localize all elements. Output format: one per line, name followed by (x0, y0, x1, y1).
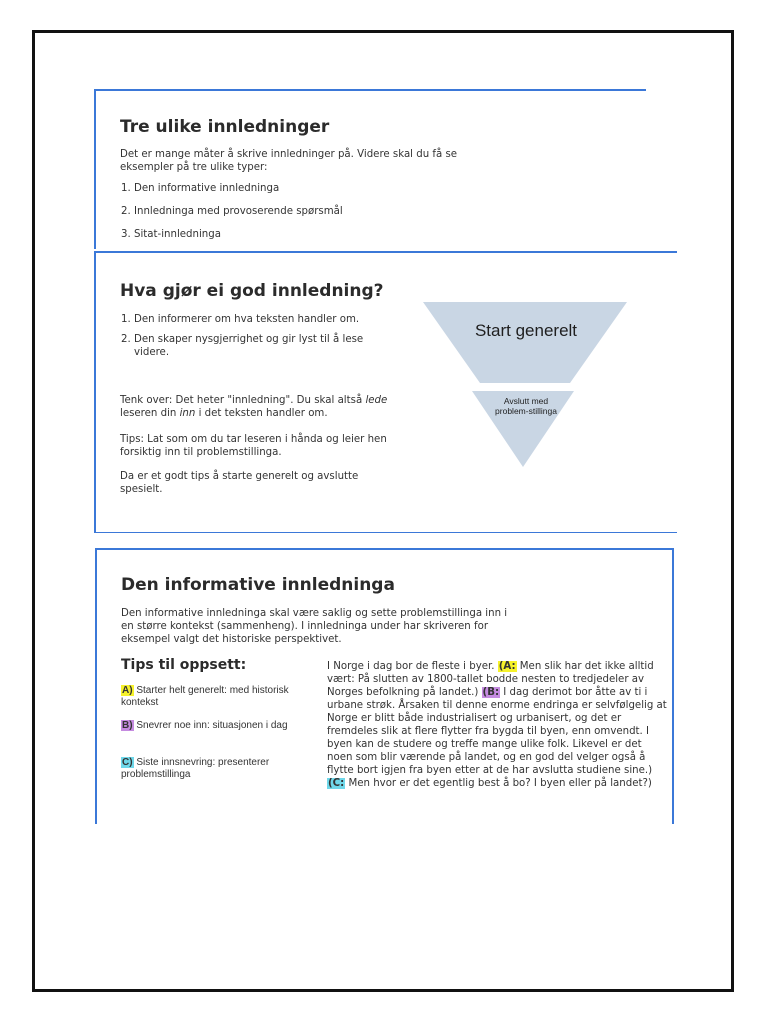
slide2-title: Hva gjør ei god innledning? (120, 281, 384, 301)
closing-text: Da er et godt tips å starte generelt og avslutte spesielt. (120, 471, 359, 495)
slide-informative-introduction (95, 548, 674, 824)
slide3-title: Den informative innledninga (121, 575, 395, 595)
slide1-intro: Det er mange måter å skrive innledninger på. Videre skal du få se eksempler på tre ulike typer: (120, 149, 458, 173)
example-b: I dag derimot bor åtte av ti i urbane strøk. Årsaken til denne enorme endringa er selvfølgelig at Norge er blitt både industrialisert og urbanisert, og det er fremdeles slik at flere flytter fra bygda til byen, enn omvendt. I byen kan de studere og treffe mange ulike folk. Likevel er det noen som blir værende på landet, og en god del velger også å flytte bort igjen fra byen etter at de har avslutta studiene sine.) (327, 687, 667, 776)
tip-b (121, 720, 291, 732)
list-item: 1. Den informative innledninga (134, 182, 494, 195)
list-item: 1. Den informerer om hva teksten handler om. (134, 313, 384, 326)
funnel-bottom-label: Avslutt med problem-stillinga (495, 396, 557, 416)
reflection-text (120, 394, 390, 420)
slide-good-introduction (94, 251, 677, 533)
tip-a (121, 685, 291, 709)
tip-a-text: Starter helt generelt: med historisk kontekst (121, 685, 289, 708)
tip-c-text: Siste innsnevring: presenterer problemstillinga (121, 757, 270, 780)
tip-b-tag: B) (122, 720, 133, 731)
tip-c-tag: C) (122, 757, 133, 768)
example-introduction (327, 660, 667, 790)
slide3-intro: Den informative innledninga skal være saklig og sette problemstillinga inn i en større kontekst (sammenheng). I innledninga under har skriveren for eksempel valgt det historiske perspektivet. (121, 608, 508, 645)
slide1-list (120, 182, 494, 251)
tips-text: Tips: Lat som om du tar leseren i hånda og leier hen forsiktig inn til problemstillinga. (120, 434, 387, 458)
reflection-mid: leseren din (120, 408, 180, 419)
example-c: Men hvor er det egentlig best å bo? I byen eller på landet?) (345, 778, 652, 789)
reflection-inn: inn (179, 408, 196, 419)
list-item: 3. Sitat-innledninga (134, 228, 494, 241)
list-item: 2. Den skaper nysgjerrighet og gir lyst til å lese videre. (134, 333, 384, 359)
slide2-list (120, 313, 384, 366)
funnel-top-shape (423, 302, 627, 383)
tip-b-text: Snevrer noe inn: situasjonen i dag (133, 720, 288, 731)
slide1-title: Tre ulike innledninger (120, 117, 330, 137)
reflection-suffix: i det teksten handler om. (195, 408, 328, 419)
reflection-lede: lede (365, 395, 388, 406)
example-start: I Norge i dag bor de fleste i byer. (327, 661, 498, 672)
tips-heading: Tips til oppsett: (121, 657, 247, 673)
tip-c (121, 757, 291, 781)
reflection-prefix: Tenk over: Det heter "innledning". Du skal altså (120, 395, 366, 406)
slide-three-introductions (94, 89, 646, 249)
list-item: 2. Innledninga med provoserende spørsmål (134, 205, 494, 218)
tip-a-tag: A) (122, 685, 133, 696)
funnel-top-label: Start generelt (474, 321, 578, 340)
example-tag-a: (A: (498, 661, 516, 672)
example-tag-b: (B: (482, 687, 500, 698)
example-a: Men slik har det ikke alltid vært: På slutten av 1800-tallet bodde nesten to tredjedeler av Norges befolkning på landet.) (327, 661, 654, 698)
example-tag-c: (C: (328, 778, 345, 789)
